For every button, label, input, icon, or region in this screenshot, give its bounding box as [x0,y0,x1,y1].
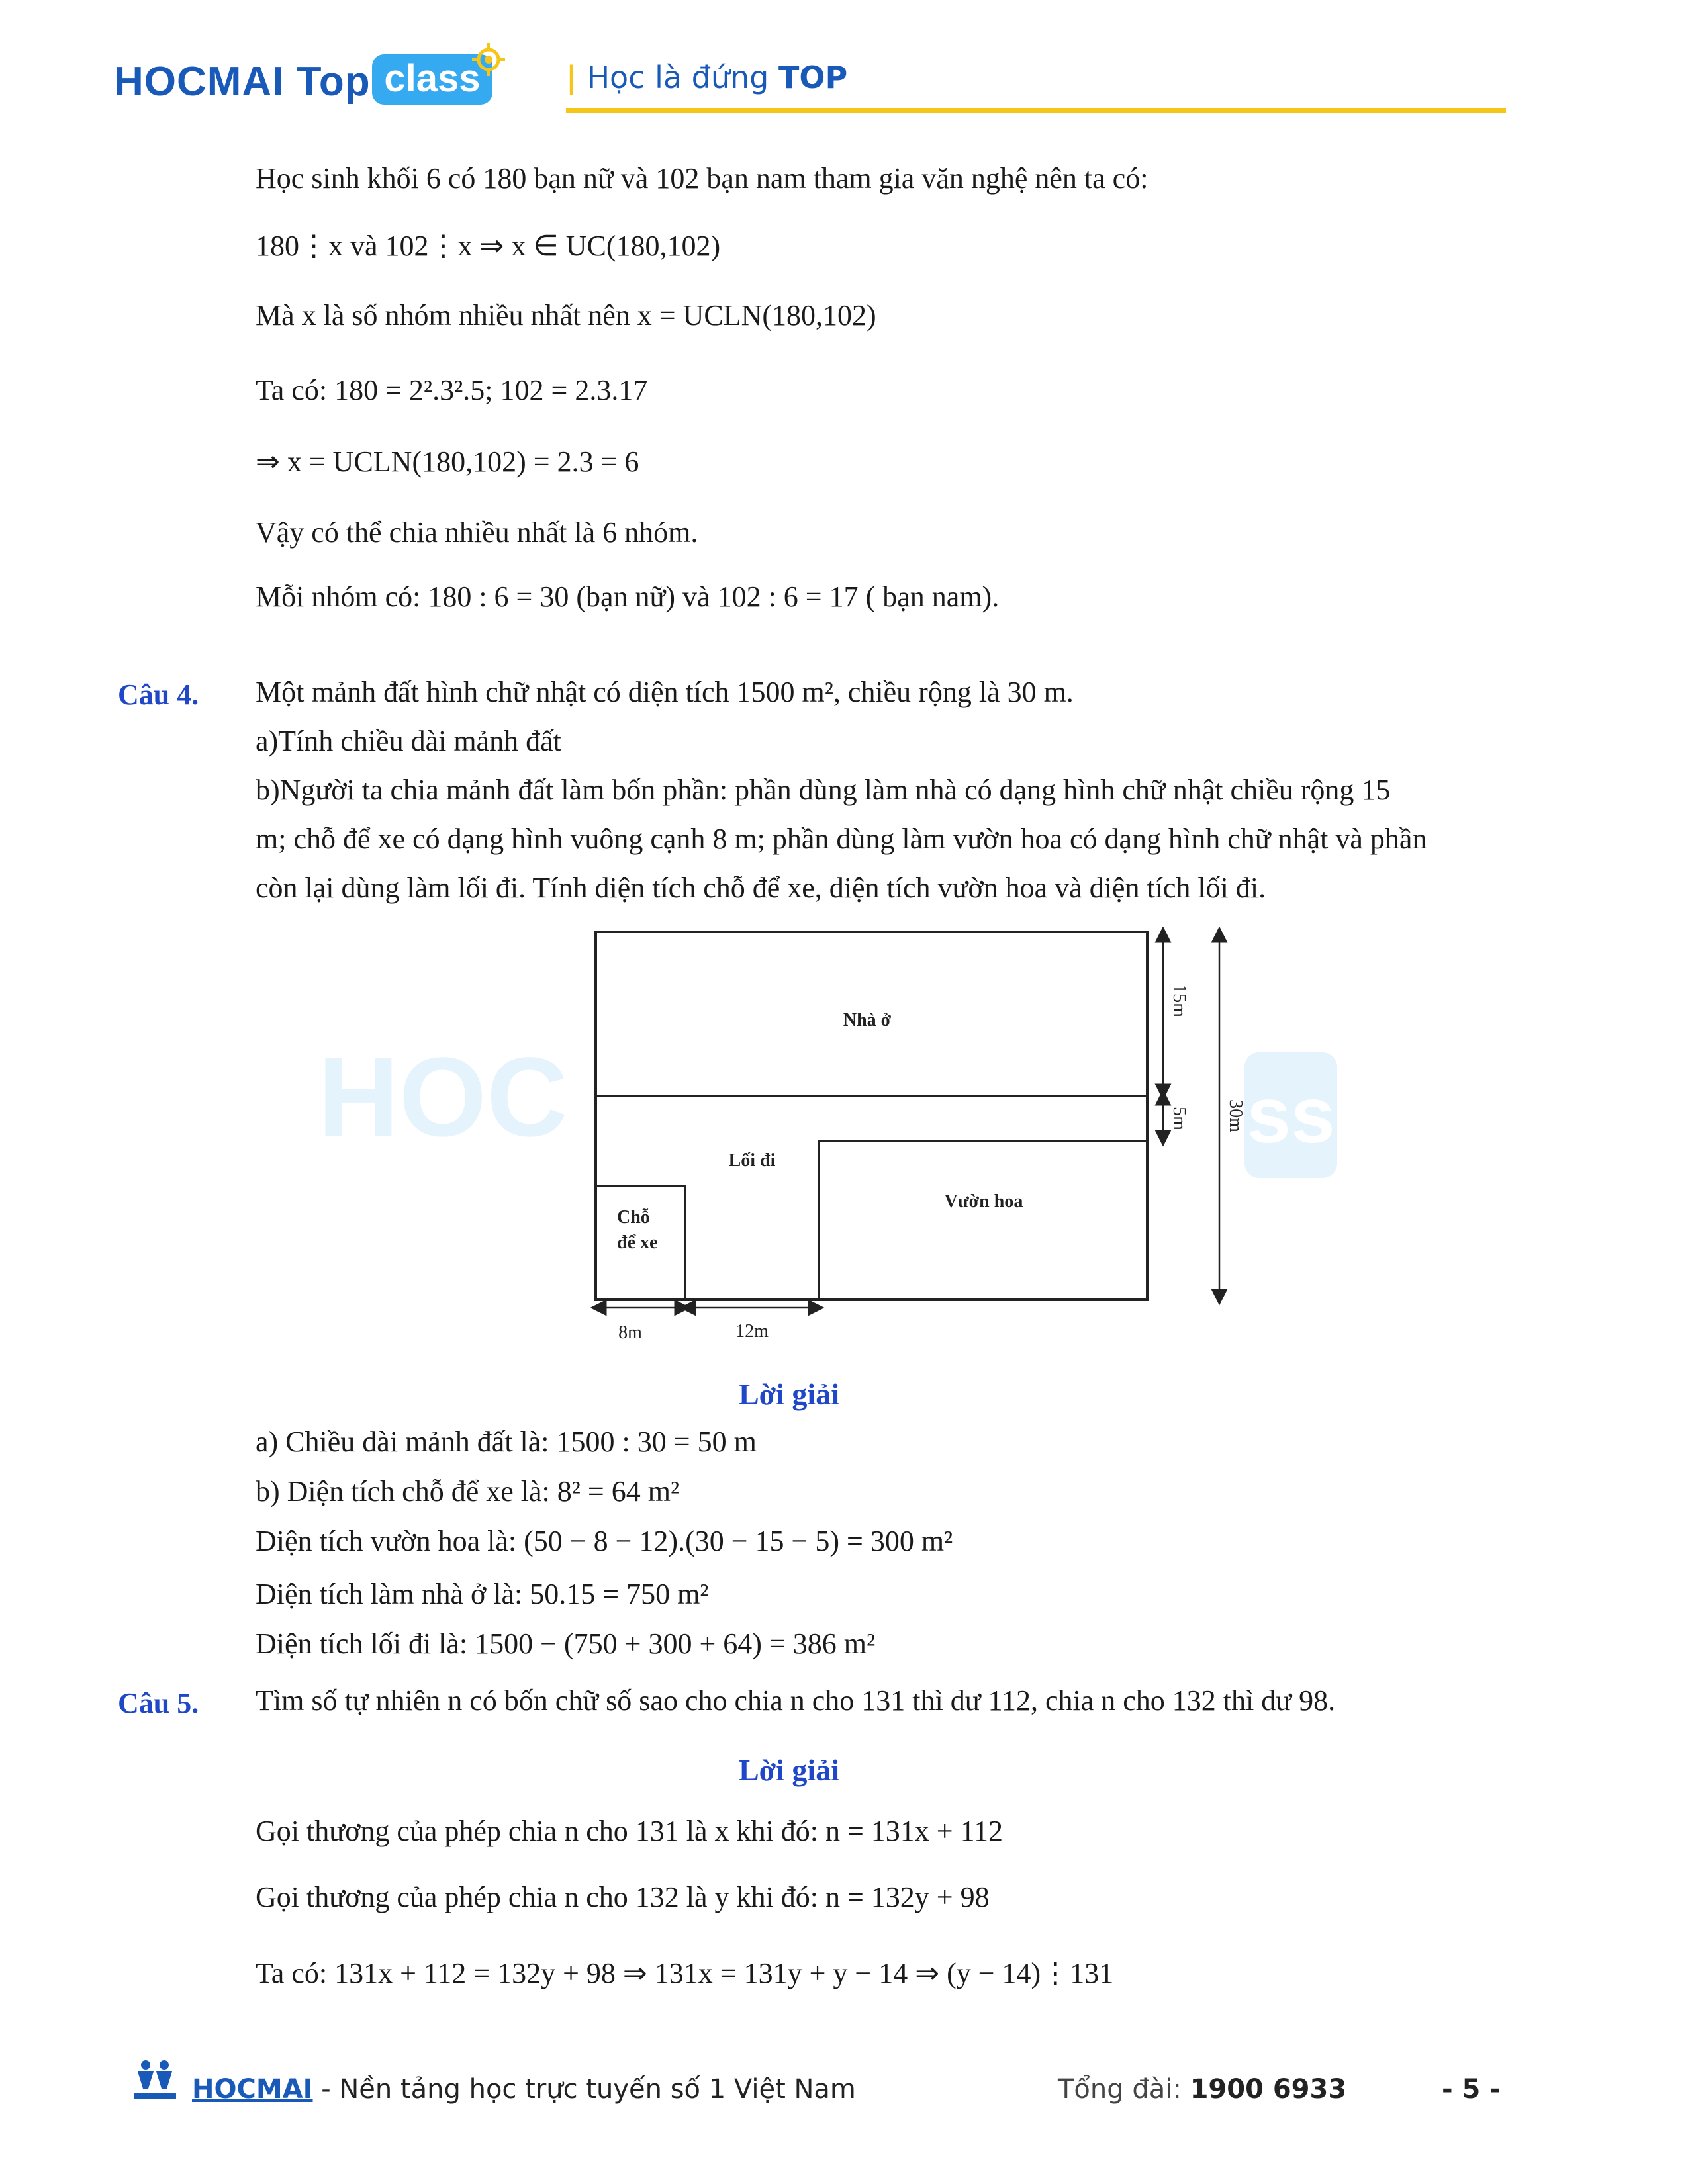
sol3-line-6: Vậy có thể chia nhiều nhất là 6 nhóm. [256,516,698,549]
label-parking-1: Chỗ [617,1207,650,1228]
solution-4-path: Diện tích lối đi là: 1500 − (750 + 300 + 64) = 386 m² [256,1627,876,1660]
land-diagram [583,927,1258,1350]
label-12m: 12m [735,1321,769,1342]
question-5-stem: Tìm số tự nhiên n có bốn chữ số sao cho chia n cho 131 thì dư 112, chia n cho 132 thì dư 98. [256,1684,1336,1717]
label-parking-2: để xe [617,1232,658,1253]
sol3-line-1: Học sinh khối 6 có 180 bạn nữ và 102 bạn nam tham gia văn nghệ nên ta có: [256,162,1149,195]
sol3-line-3: Mà x là số nhóm nhiều nhất nên x = UCLN(180,102) [256,299,876,332]
slogan-text: Học là đứng [586,60,769,95]
footer-tagline: - Nền tảng học trực tuyến số 1 Việt Nam [312,2074,856,2105]
label-15m: 15m [1169,984,1190,1017]
question-4-part-b-2: m; chỗ để xe có dạng hình vuông cạnh 8 m; phần dùng làm vườn hoa có dạng hình chữ nhật và phần [256,823,1427,855]
watermark-left: HOC [318,1034,568,1160]
garden-outline [819,1141,1147,1300]
solution-4-b: b) Diện tích chỗ để xe là: 8² = 64 m² [256,1475,680,1508]
question-4-part-b-3: còn lại dùng làm lối đi. Tính diện tích chỗ để xe, diện tích vườn hoa và diện tích lối đi. [256,872,1266,904]
hotline-label: Tổng đài: [1058,2074,1190,2105]
question-4-part-b-1: b)Người ta chia mảnh đất làm bốn phần: phần dùng làm nhà có dạng hình chữ nhật chiều rộng 15 [256,774,1391,806]
logo-wordmark: HOCMAI Top [114,59,371,105]
sun-icon [471,42,506,77]
hocmai-logo-icon [131,2058,179,2105]
header-rule [566,108,1506,113]
footer-brand-link[interactable]: HOCMAI [192,2074,313,2105]
label-path: Lối đi [728,1150,776,1171]
label-30m: 30m [1225,1099,1246,1132]
page-number: - 5 - [1442,2074,1501,2105]
solution-5-line-1: Gọi thương của phép chia n cho 131 là x khi đó: n = 131x + 112 [256,1815,1003,1847]
label-house: Nhà ở [843,1010,892,1030]
footer-left [192,2074,856,2105]
solution-4-a: a) Chiều dài mảnh đất là: 1500 : 30 = 50 m [256,1426,757,1458]
label-garden: Vườn hoa [944,1191,1023,1212]
sol3-line-4: Ta có: 180 = 2².3².5; 102 = 2.3.17 [256,374,648,406]
sol3-line-7: Mỗi nhóm có: 180 : 6 = 30 (bạn nữ) và 102 : 6 = 17 ( bạn nam). [256,580,1000,613]
sol3-line-5: ⇒ x = UCLN(180,102) = 2.3 = 6 [256,445,639,478]
watermark [318,1032,568,1162]
question-4-part-a: a)Tính chiều dài mảnh đất [256,725,561,757]
watermark-badge [1244,1052,1337,1178]
question-4-label: Câu 4. [118,678,199,711]
solution-4-house: Diện tích làm nhà ở là: 50.15 = 750 m² [256,1578,709,1610]
label-5m: 5m [1169,1107,1190,1130]
watermark-right: ss [1246,1071,1335,1160]
sol3-line-2: 180⋮x và 102⋮x ⇒ x ∈ UC(180,102) [256,230,721,262]
header-slogan [566,60,847,95]
hotline-number: 1900 6933 [1190,2074,1347,2105]
solution-5-line-2: Gọi thương của phép chia n cho 132 là y khi đó: n = 132y + 98 [256,1881,990,1913]
logo-badge: class [372,54,492,105]
slogan-bold: TOP [778,60,848,95]
solution-4-garden: Diện tích vườn hoa là: (50 − 8 − 12).(30 − 15 − 5) = 300 m² [256,1525,953,1557]
question-4-stem: Một mảnh đất hình chữ nhật có diện tích 1500 m², chiều rộng là 30 m. [256,676,1074,708]
header-separator: | [566,60,577,95]
land-outline [596,932,1147,1300]
solution-5-line-3: Ta có: 131x + 112 = 132y + 98 ⇒ 131x = 131y + y − 14 ⇒ (y − 14)⋮131 [256,1957,1114,1989]
footer-hotline [1058,2074,1346,2105]
solution-5-heading: Lời giải [739,1753,839,1787]
label-8m: 8m [618,1322,642,1343]
question-5-label: Câu 5. [118,1687,199,1719]
solution-4-heading: Lời giải [739,1377,839,1411]
